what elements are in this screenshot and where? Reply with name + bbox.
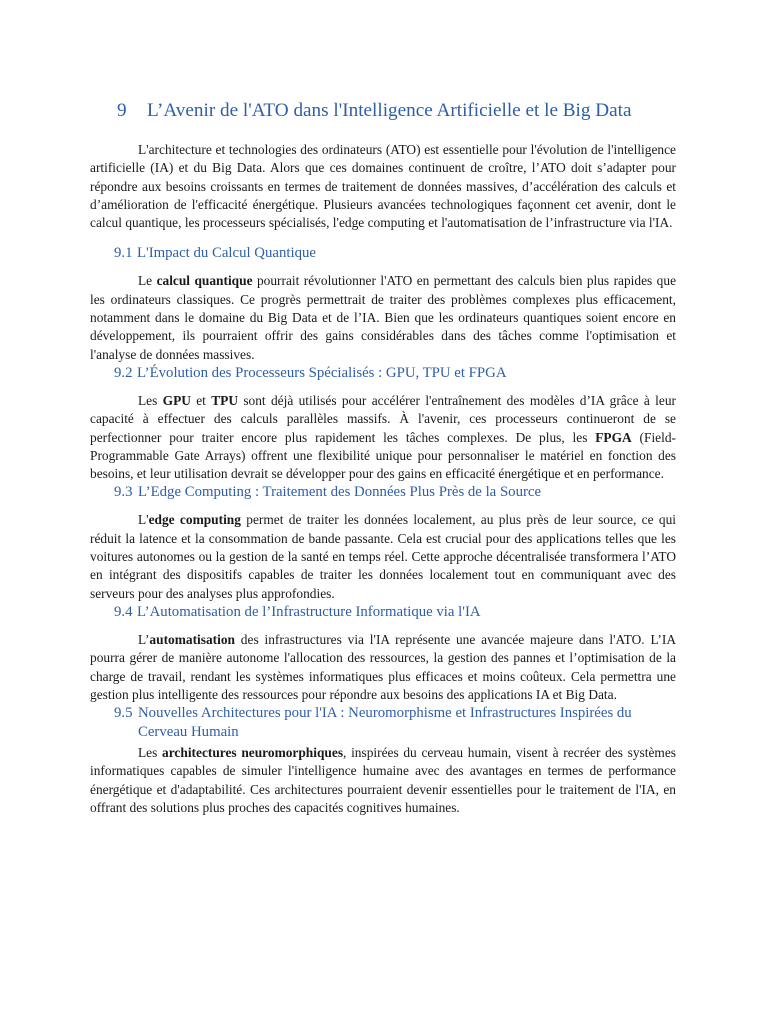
section-title: Nouvelles Architectures pour l'IA : Neuromorphisme et Infrastructures Inspirées du Cerveau Humain — [138, 705, 632, 741]
section-paragraph-9-3 — [90, 511, 676, 602]
section-paragraph-9-2 — [90, 392, 676, 483]
paragraph-text: sont déjà utilisés pour accélérer l'entraînement des modèles d’IA grâce à leur capacité à effectuer des calculs parallèles massifs. À l'avenir, ces processeurs continueront de se perfectionner pour traiter encore plus rapidement les tâches complexes. De plus, les — [90, 392, 676, 445]
section-number: 9.3 — [114, 484, 133, 501]
key-term: TPU — [211, 392, 239, 408]
key-term: automatisation — [149, 631, 235, 647]
paragraph-text: des infrastructures via l'IA représente une avancée majeure dans l'ATO. L’IA pourra gérer de manière autonome l'allocation des ressources, la gestion des pannes et l’optimisation de la charge de travail, rendant les systèmes informatiques plus efficaces et moins coûteux. Cela permettra une gestion plus intelligente des ressources pour répondre aux besoins des applications IA et Big Data. — [90, 631, 676, 702]
paragraph-lead: Les — [138, 745, 163, 761]
intro-paragraph: L'architecture et technologies des ordinateurs (ATO) est essentielle pour l'évolution de l'intelligence artificielle (IA) et du Big Data. Alors que ces domaines continuent de croître, l’ATO doit s’adapter pour répondre aux besoins croissants en termes de traitement de données massives, d’accélération des calculs et d’amélioration de l'efficacité énergétique. Plusieurs avancées technologiques façonnent cet avenir, dont le calcul quantique, les processeurs spécialisés, l'edge computing et l'automatisation de l’infrastructure via l'IA. — [90, 142, 676, 231]
paragraph-lead: L' — [138, 512, 149, 528]
section-heading-9-4 — [90, 603, 676, 622]
chapter-number: 9 — [117, 100, 127, 121]
section-number: 9.5 — [114, 705, 133, 722]
section-title: L’Évolution des Processeurs Spécialisés : GPU, TPU et FPGA — [137, 364, 507, 381]
key-term: calcul quantique — [156, 273, 253, 289]
section-heading-9-2 — [90, 364, 676, 383]
section-title: L'Impact du Calcul Quantique — [137, 245, 316, 262]
key-term: GPU — [162, 392, 191, 408]
section-title: L’Automatisation de l’Infrastructure Informatique via l'IA — [137, 603, 481, 620]
chapter-heading — [90, 98, 676, 124]
key-term: edge computing — [148, 512, 241, 528]
section-number: 9.1 — [114, 245, 133, 262]
section-paragraph-9-5 — [90, 744, 676, 817]
section-number: 9.4 — [114, 603, 133, 620]
paragraph-text: , inspirées du cerveau humain, visent à recréer des systèmes informatiques capables de simuler l'intelligence humaine avec des avantages en termes de performance énergétique et d'adaptabilité. Ces architectures pourraient devenir essentielles pour le traitement de l'IA, en offrant des solutions plus proches des capacités cognitives humaines. — [90, 745, 676, 816]
paragraph-text: pourrait révolutionner l'ATO en permettant des calculs bien plus rapides que les ordinateurs classiques. Ce progrès permettrait de traiter des problèmes complexes plus efficacement, notamment dans le domaine du Big Data et de l’IA. Bien que les ordinateurs quantiques soient encore en développement, ils pourraient offrir des gains considérables dans des tâches comme l'optimisation et l'analyse de données massives. — [90, 273, 677, 362]
paragraph-text: (Field-Programmable Gate Arrays) offrent une flexibilité unique pour personnaliser le matériel en fonction des besoins, et leur utilisation devrait se développer pour des gains en efficacité énergétique et en performance. — [90, 429, 676, 482]
section-paragraph-9-4 — [90, 631, 676, 704]
section-heading-9-3 — [90, 483, 676, 502]
paragraph-lead: L’ — [138, 631, 150, 647]
paragraph-lead: Les — [138, 392, 163, 408]
paragraph-text: permet de traiter les données localement, au plus près de leur source, ce qui réduit la latence et la consommation de bande passante. Cela est crucial pour des applications telles que les voitures autonomes ou la gestion de la santé en temps réel. Cette approche décentralisée transformera l’ATO en intégrant des dispositifs capables de traiter les données localement tout en communiquant avec des serveurs pour des analyses plus approfondies. — [90, 512, 676, 601]
chapter-title: L’Avenir de l'ATO dans l'Intelligence Artificielle et le Big Data — [147, 100, 632, 121]
paragraph-lead: Le — [138, 273, 157, 289]
section-number: 9.2 — [114, 364, 133, 381]
section-title: L’Edge Computing : Traitement des Données Plus Près de la Source — [138, 484, 542, 501]
document-page — [90, 98, 676, 817]
paragraph-text: et — [190, 392, 212, 408]
section-paragraph-9-1 — [90, 272, 676, 363]
section-heading-9-1 — [90, 244, 676, 263]
key-term: architectures neuromorphiques — [162, 745, 344, 761]
key-term: FPGA — [595, 429, 632, 445]
section-heading-9-5 — [90, 704, 676, 742]
